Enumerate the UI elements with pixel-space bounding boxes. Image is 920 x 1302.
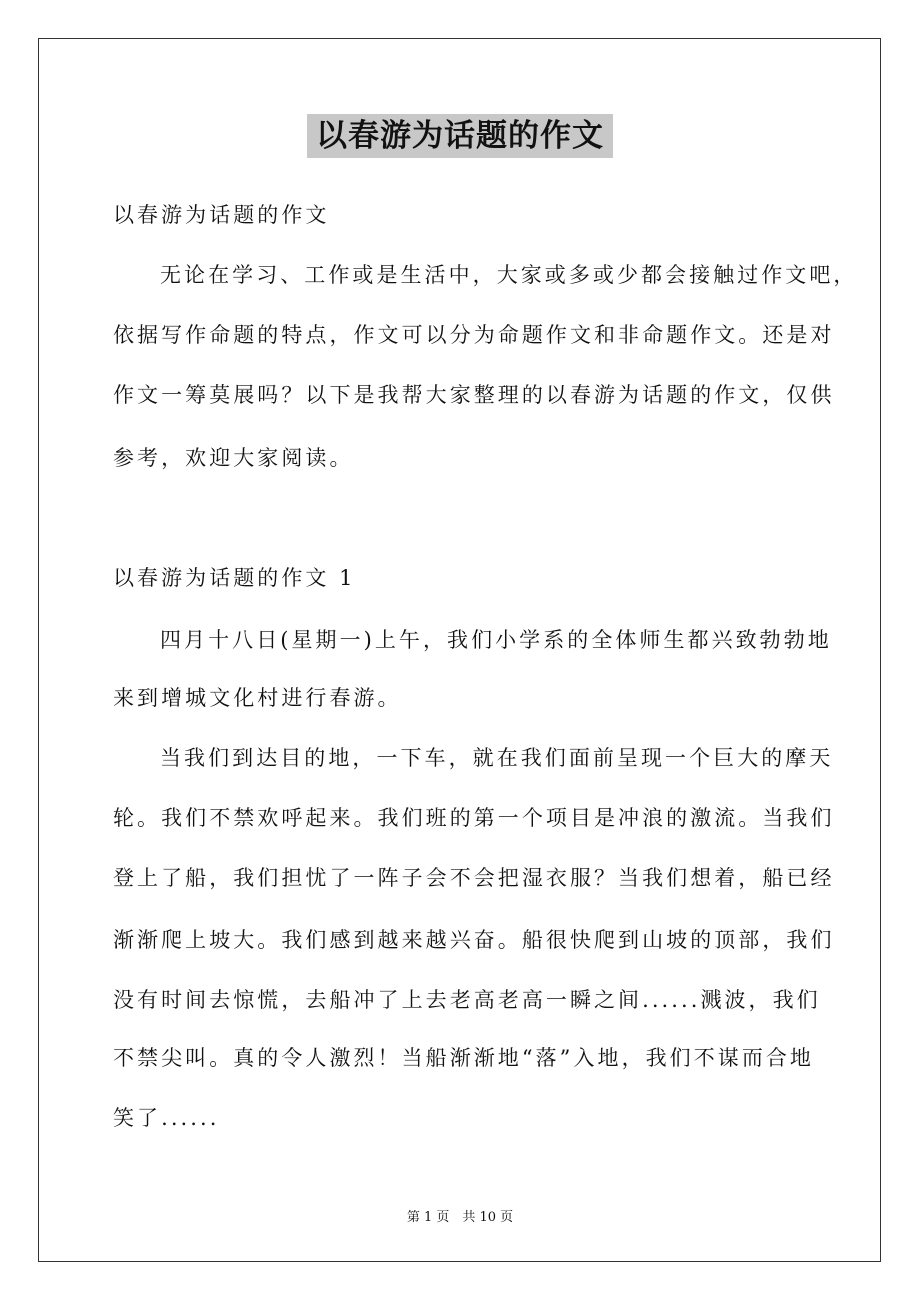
intro-line: 依据写作命题的特点，作文可以分为命题作文和非命题作文。还是对 — [113, 323, 835, 347]
paragraph-line: 笑了...... — [113, 1106, 220, 1130]
paragraph-line: 四月十八日(星期一)上午，我们小学系的全体师生都兴致勃勃地 — [160, 628, 832, 652]
document-title: 以春游为话题的作文 — [307, 114, 613, 158]
paragraph-line: 当我们到达目的地，一下车，就在我们面前呈现一个巨大的摩天 — [160, 746, 834, 770]
page-footer: 第 1 页 共 10 页 — [406, 1210, 514, 1225]
intro-line: 作文一筹莫展吗？以下是我帮大家整理的以春游为话题的作文，仅供 — [113, 383, 835, 407]
paragraph-line: 不禁尖叫。真的令人激烈！当船渐渐地“落”入地，我们不谋而合地 — [113, 1046, 814, 1070]
section-heading: 以春游为话题的作文 1 — [113, 566, 356, 590]
paragraph-line: 来到增城文化村进行春游。 — [113, 686, 402, 710]
intro-line: 参考，欢迎大家阅读。 — [113, 446, 354, 470]
subtitle: 以春游为话题的作文 — [113, 203, 330, 227]
paragraph-line: 没有时间去惊慌，去船冲了上去老高老高一瞬之间......溅波，我们 — [113, 988, 821, 1012]
paragraph-line: 轮。我们不禁欢呼起来。我们班的第一个项目是冲浪的激流。当我们 — [113, 806, 835, 830]
paragraph-line: 渐渐爬上坡大。我们感到越来越兴奋。船很快爬到山坡的顶部，我们 — [113, 928, 835, 952]
paragraph-line: 登上了船，我们担忧了一阵子会不会把湿衣服？当我们想着，船已经 — [113, 866, 835, 890]
intro-line: 无论在学习、工作或是生活中，大家或多或少都会接触过作文吧， — [160, 263, 858, 287]
